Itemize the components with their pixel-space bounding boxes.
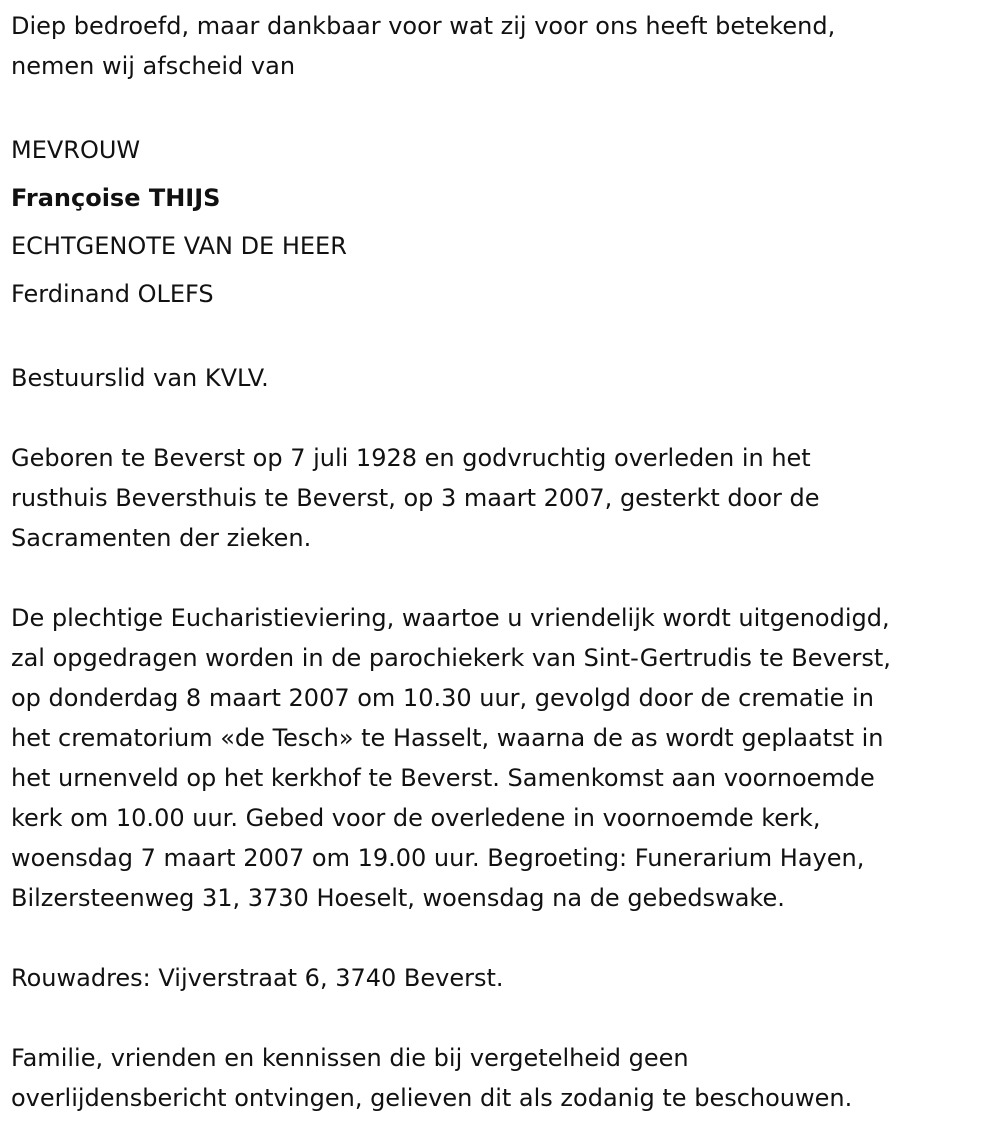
deceased-name: Françoise THIJS [11, 184, 221, 212]
ceremony-line: het crematorium «de Tesch» te Hasselt, waarna de as wordt geplaatst in [11, 724, 884, 752]
birth-death-line: Geboren te Beverst op 7 juli 1928 en godvruchtig overleden in het [11, 444, 811, 472]
spacer [11, 318, 996, 358]
role-line: Bestuurslid van KVLV. [11, 364, 269, 392]
address-line: Rouwadres: Vijverstraat 6, 3740 Beverst. [11, 964, 504, 992]
spacer [11, 558, 996, 598]
spacer [11, 918, 996, 958]
birth-death-line: Sacramenten der zieken. [11, 524, 312, 552]
birth-death-paragraph [11, 438, 996, 558]
death-notice [11, 6, 996, 1118]
ceremony-line: op donderdag 8 maart 2007 om 10.30 uur, gevolgd door de crematie in [11, 684, 874, 712]
deceased-relation: ECHTGENOTE VAN DE HEER [11, 232, 347, 260]
deceased-block [11, 126, 996, 318]
ceremony-paragraph [11, 598, 996, 918]
closing-paragraph [11, 1038, 996, 1118]
ceremony-line: het urnenveld op het kerkhof te Beverst. Samenkomst aan voornoemde [11, 764, 875, 792]
ceremony-line: woensdag 7 maart 2007 om 19.00 uur. Begroeting: Funerarium Hayen, [11, 844, 865, 872]
intro-line: nemen wij afscheid van [11, 52, 296, 80]
spacer [11, 998, 996, 1038]
birth-death-line: rusthuis Beversthuis te Beverst, op 3 maart 2007, gesterkt door de [11, 484, 820, 512]
intro-paragraph [11, 6, 996, 86]
spouse-name: Ferdinand OLEFS [11, 280, 214, 308]
closing-line: overlijdensbericht ontvingen, gelieven dit als zodanig te beschouwen. [11, 1084, 853, 1112]
ceremony-line: zal opgedragen worden in de parochiekerk van Sint-Gertrudis te Beverst, [11, 644, 891, 672]
ceremony-line: De plechtige Eucharistieviering, waartoe u vriendelijk wordt uitgenodigd, [11, 604, 890, 632]
intro-line: Diep bedroefd, maar dankbaar voor wat zij voor ons heeft betekend, [11, 12, 836, 40]
spacer [11, 398, 996, 438]
closing-line: Familie, vrienden en kennissen die bij vergetelheid geen [11, 1044, 689, 1072]
ceremony-line: Bilzersteenweg 31, 3730 Hoeselt, woensdag na de gebedswake. [11, 884, 785, 912]
spacer [11, 86, 996, 126]
deceased-title: MEVROUW [11, 136, 141, 164]
ceremony-line: kerk om 10.00 uur. Gebed voor de overledene in voornoemde kerk, [11, 804, 821, 832]
